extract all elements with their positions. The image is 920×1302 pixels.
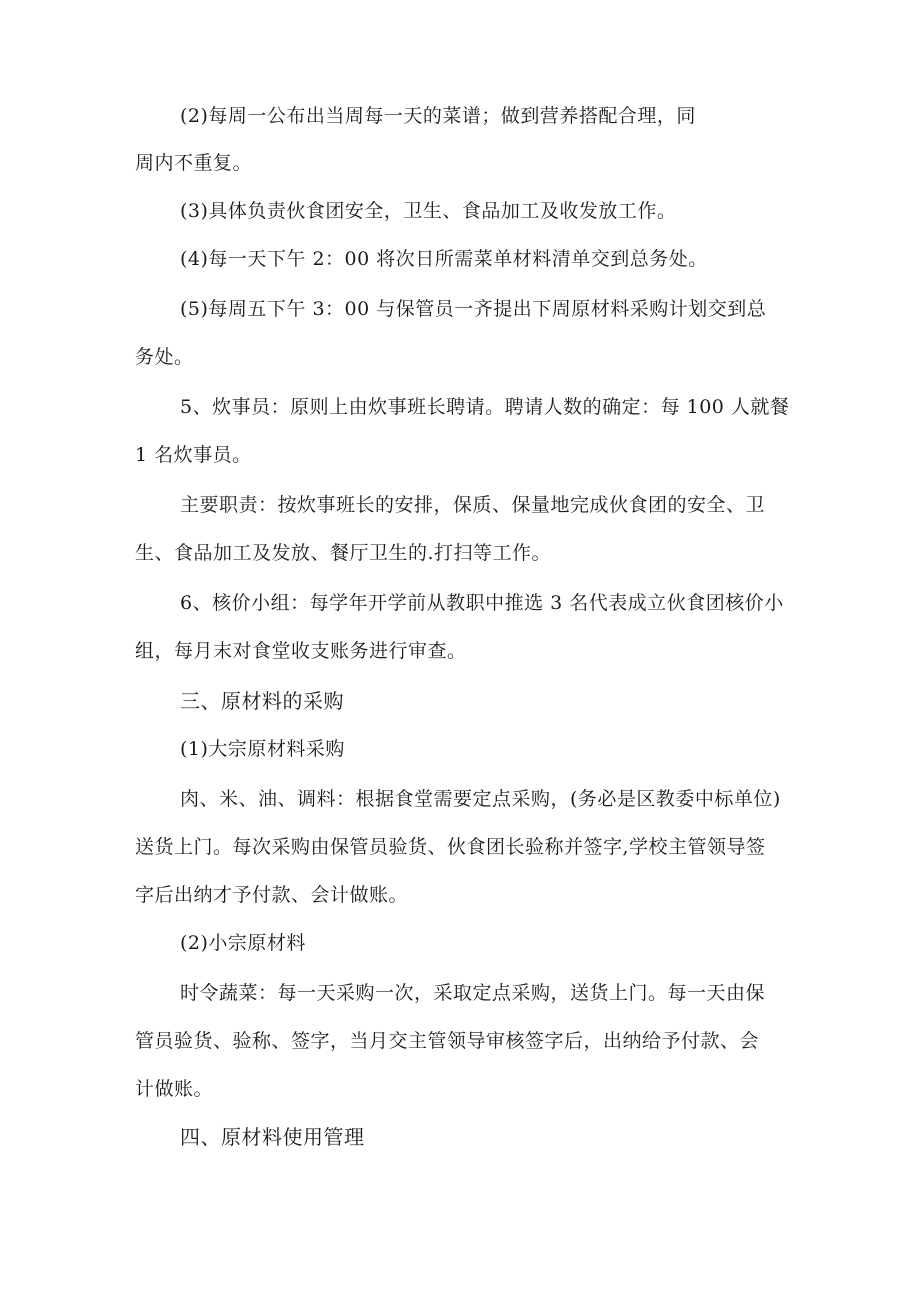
paragraph-line: 管员验货、验称、签字，当月交主管领导审核签字后，出纳给予付款、会	[135, 1030, 760, 1052]
paragraph-line: 主要职责：按炊事班长的安排，保质、保量地完成伙食团的安全、卫	[180, 494, 766, 516]
paragraph-line: (3)具体负责伙食团安全，卫生、食品加工及收发放工作。	[180, 200, 677, 222]
subsection-heading: (1)大宗原材料采购	[180, 738, 345, 760]
subsection-heading: (2)小宗原材料	[180, 932, 306, 954]
section-heading-3: 三、原材料的采购	[180, 689, 344, 713]
paragraph-line: 时令蔬菜：每一天采购一次，采取定点采购，送货上门。每一天由保	[180, 982, 766, 1004]
paragraph-line: 字后出纳才予付款、会计做账。	[135, 884, 409, 906]
paragraph-line: 周内不重复。	[135, 152, 253, 174]
paragraph-line: (4)每一天下午 2：00 将次日所需菜单材料清单交到总务处。	[180, 248, 708, 270]
paragraph-line: (5)每周五下午 3：00 与保管员一齐提出下周原材料采购计划交到总	[180, 298, 767, 320]
paragraph-line: 肉、米、油、调料：根据食堂需要定点采购，(务必是区教委中标单位)	[180, 788, 781, 810]
paragraph-line: 6、核价小组：每学年开学前从教职中推选 3 名代表成立伙食团核价小	[180, 592, 784, 614]
paragraph-line: 1 名炊事员。	[135, 444, 252, 466]
paragraph-line: 生、食品加工及发放、餐厅卫生的.打扫等工作。	[135, 542, 552, 564]
paragraph-line: (2)每周一公布出当周每一天的菜谱；做到营养搭配合理，同	[180, 105, 696, 127]
section-heading-4: 四、原材料使用管理	[180, 1125, 365, 1149]
paragraph-line: 计做账。	[135, 1078, 214, 1100]
paragraph-line: 务处。	[135, 346, 194, 368]
paragraph-line: 5、炊事员：原则上由炊事班长聘请。聘请人数的确定：每 100 人就餐	[180, 396, 790, 418]
paragraph-line: 送货上门。每次采购由保管员验货、伙食团长验称并签字,学校主管领导签	[135, 836, 766, 858]
paragraph-line: 组，每月末对食堂收支账务进行审查。	[135, 640, 467, 662]
